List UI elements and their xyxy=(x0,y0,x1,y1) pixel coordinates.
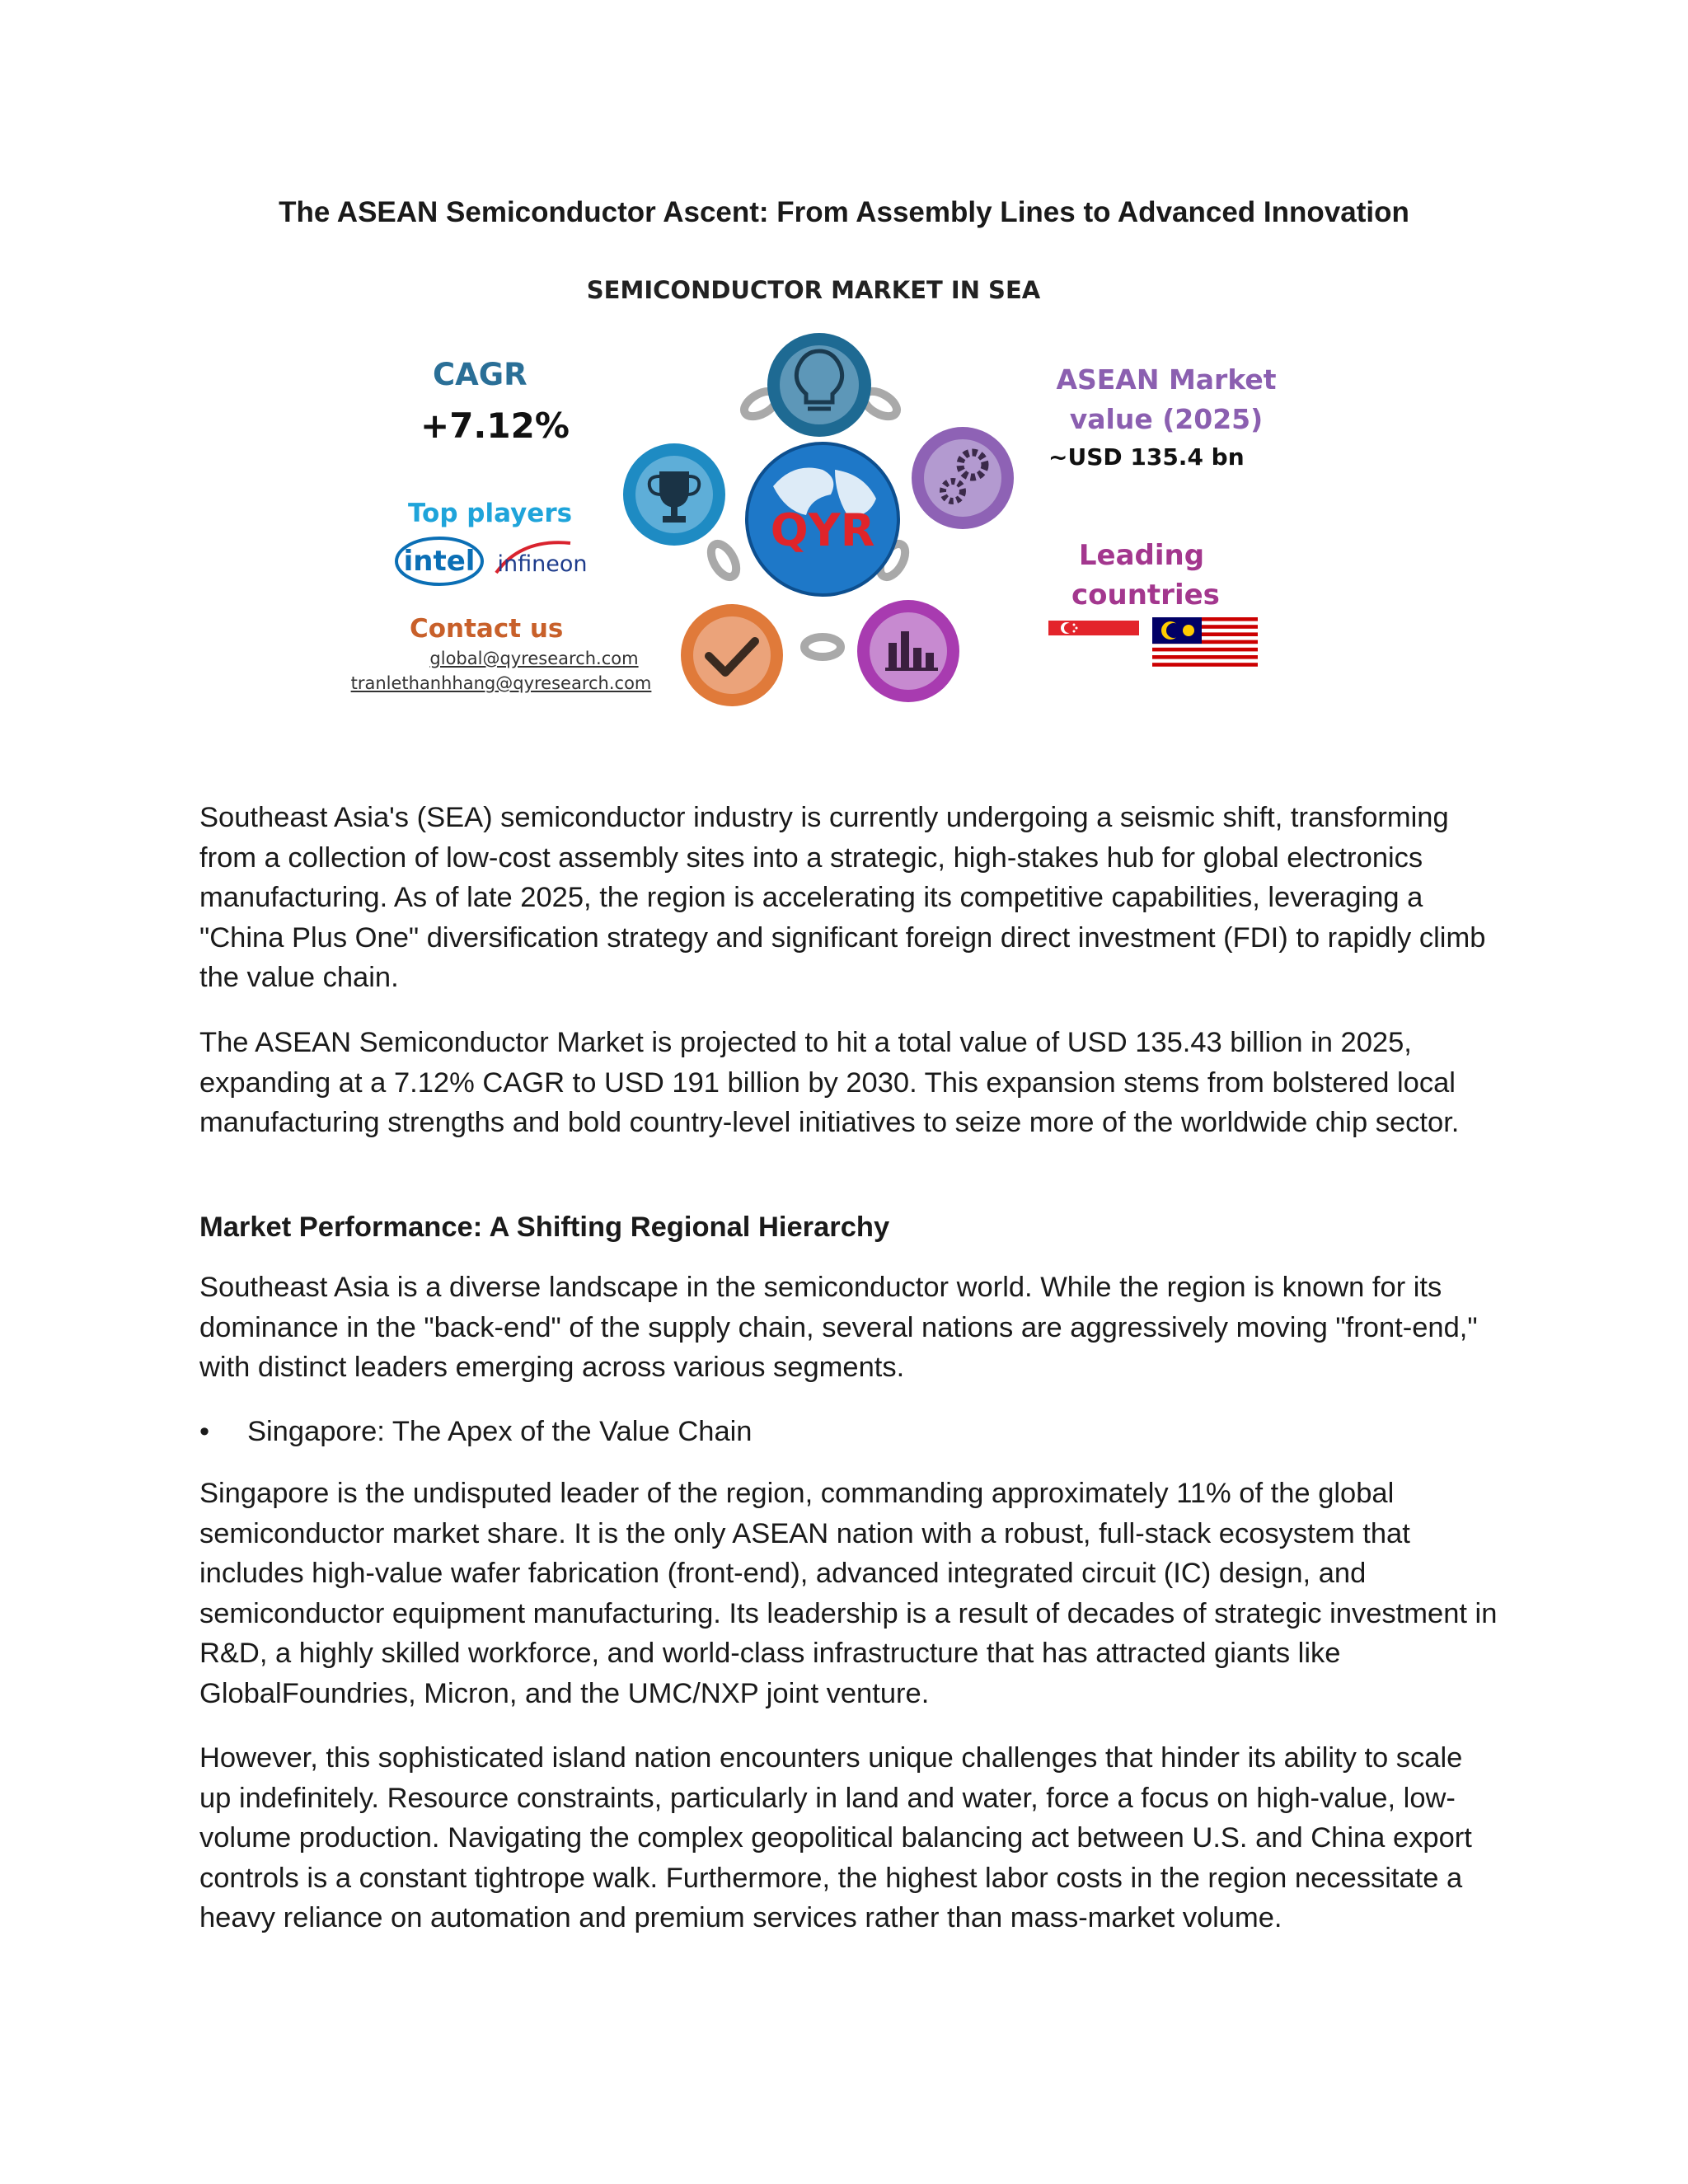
infineon-logo-text: infineon xyxy=(497,551,588,577)
paragraph-singapore-leadership: Singapore is the undisputed leader of the region, commanding approximately 11% of the global semiconductor market share. It is the only ASEAN nation with a robust, full-stack ecosystem that includes high-value wafer fabrication (front-end), advanced integrated circuit (IC) design, and semiconductor equipment manufacturing. Its leadership is a result of decades of strategic investment in R&D, a highly skilled workforce, and world-class infrastructure that has attracted giants like GlobalFoundries, Micron, and the UMC/NXP joint venture. xyxy=(199,1478,1498,1709)
contact-email-personal[interactable]: tranlethanhhang@qyresearch.com xyxy=(350,673,652,693)
paragraph-market-projection: The ASEAN Semiconductor Market is projected to hit a total value of USD 135.43 billion in 2025, expanding at a 7.12% CAGR to USD 191 billion by 2030. This expansion stems from bolstered local manufacturing strengths and bold country-level initiatives to seize more of the worldwide chip sector. xyxy=(199,1027,1460,1139)
intel-logo xyxy=(394,533,485,588)
gears-icon xyxy=(912,427,1014,529)
paragraph-singapore-challenges: However, this sophisticated island nation encounters unique challenges that hinder its ability to scale up indefinitely. Resource constraints, particularly in land and water, force a focus on high-value, low-volume production. Navigating the complex geopolitical balancing act between U.S. and China export controls is a constant tightrope walk. Furthermore, the highest labor costs in the region necessitate a heavy reliance on automation and premium services rather than mass-market volume. xyxy=(199,1742,1472,1934)
top-players-label: Top players xyxy=(408,499,573,528)
paragraph-regional-landscape: Southeast Asia is a diverse landscape in the semiconductor world. While the region is known for its dominance in the "back-end" of the supply chain, several nations are aggressively moving "front-end," with distinct leaders emerging across various segments. xyxy=(199,1272,1478,1384)
contact-email-global[interactable]: global@qyresearch.com xyxy=(429,649,639,668)
infographic-title: SEMICONDUCTOR MARKET IN SEA xyxy=(586,276,1041,304)
infineon-logo xyxy=(488,537,593,586)
asean-market-label xyxy=(1043,360,1290,439)
chain-graphic xyxy=(617,330,1029,717)
contact-label: Contact us xyxy=(410,614,564,644)
globe-icon xyxy=(747,443,898,595)
document-title: The ASEAN Semiconductor Ascent: From Assembly Lines to Advanced Innovation xyxy=(279,196,1409,228)
intel-logo-text: intel xyxy=(403,545,476,578)
paragraph-intro: Southeast Asia's (SEA) semiconductor industry is currently undergoing a seismic shift, transforming from a collection of low-cost assembly sites into a strategic, high-stakes hub for global electronics manufacturing. As of late 2025, the region is accelerating its competitive capabilities, leveraging a "China Plus One" diversification strategy and significant foreign direct investment (FDI) to rapidly climb the value chain. xyxy=(199,802,1486,994)
market-infographic xyxy=(313,268,1302,713)
section-heading-market-performance: Market Performance: A Shifting Regional Hierarchy xyxy=(199,1212,890,1243)
leading-label-line1: Leading xyxy=(1078,539,1205,572)
malaysia-flag-icon xyxy=(1152,617,1258,670)
bullet-icon: • xyxy=(199,1416,210,1447)
checkmark-icon xyxy=(681,604,783,706)
bullet-item-label: Singapore: The Apex of the Value Chain xyxy=(247,1416,753,1447)
asean-label-line1: ASEAN Market xyxy=(1056,363,1277,396)
cagr-value: +7.12% xyxy=(420,405,570,446)
leading-countries-label xyxy=(1071,536,1220,615)
qyr-logo-text: QYR xyxy=(770,504,875,556)
bar-chart-icon xyxy=(857,600,959,702)
trophy-icon xyxy=(623,443,725,546)
cagr-label: CAGR xyxy=(433,357,528,392)
singapore-flag-icon xyxy=(1048,621,1139,650)
asean-label-line2: value (2025) xyxy=(1069,403,1264,435)
leading-label-line2: countries xyxy=(1071,579,1220,612)
asean-market-value: ~USD 135.4 bn xyxy=(1048,443,1245,471)
lightbulb-icon xyxy=(767,333,871,437)
